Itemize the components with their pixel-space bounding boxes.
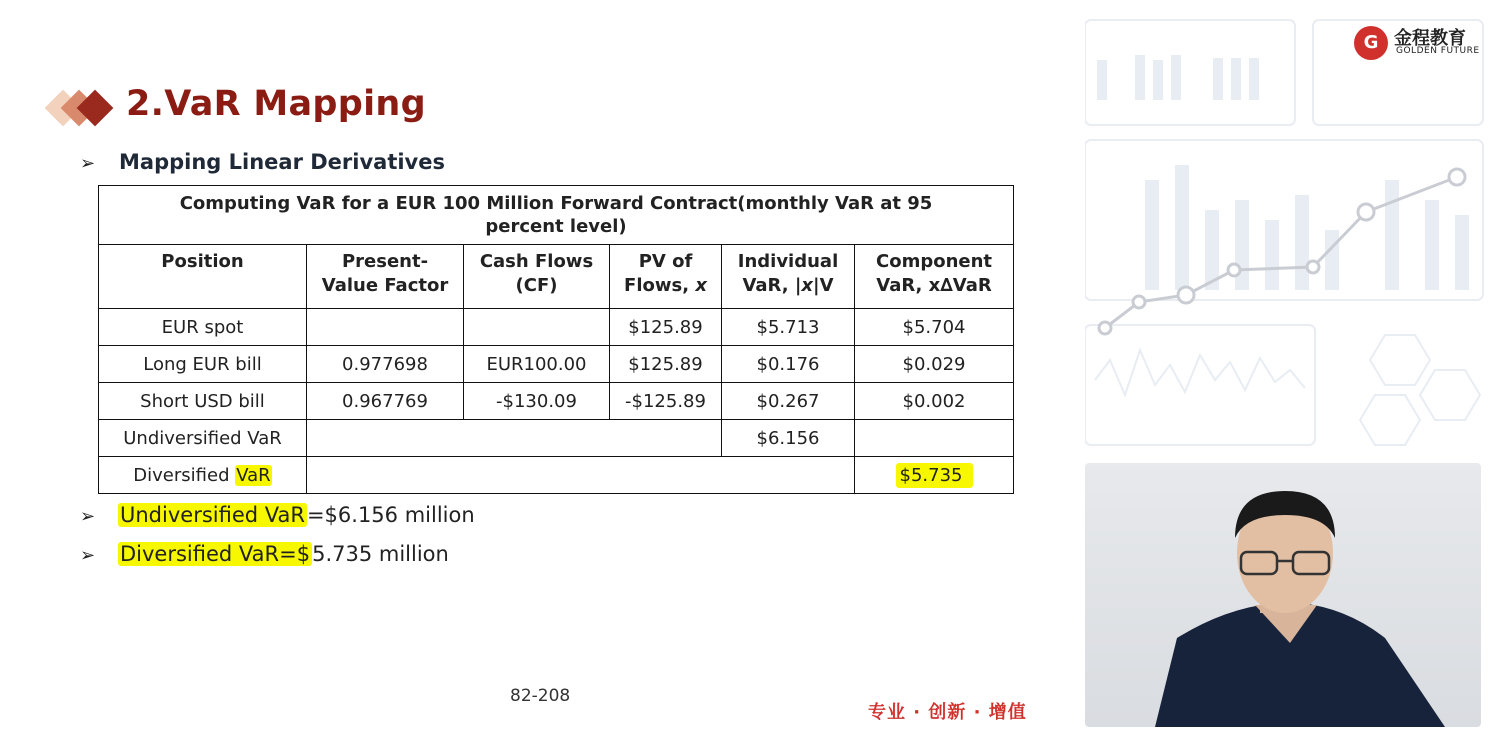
table-caption: Computing VaR for a EUR 100 Million Forward Contract(monthly VaR at 95 percent level) [99, 186, 1014, 245]
cell-empty [855, 420, 1014, 457]
cell-individual-var: $0.176 [722, 346, 855, 383]
cell-pvf [307, 309, 464, 346]
cell-component-var: $5.704 [855, 309, 1014, 346]
cell-position: Short USD bill [99, 383, 307, 420]
cell-diversified-value: $5.735 [855, 457, 1014, 494]
presenter-video [1085, 463, 1481, 727]
arrow-bullet-icon: ➢ [80, 545, 96, 566]
arrow-bullet-icon: ➢ [80, 153, 96, 174]
slide-title: 2.VaR Mapping [126, 84, 426, 124]
table-row [99, 383, 1014, 420]
table-row-diversified [99, 457, 1014, 494]
title-diamond-icon [44, 86, 120, 130]
logo-text-cn: 金程教育 [1394, 28, 1466, 49]
cell-undiversified-value: $6.156 [722, 420, 855, 457]
cell-cf [464, 309, 610, 346]
header-cash-flows: Cash Flows (CF) [464, 245, 610, 309]
cell-pv: $125.89 [610, 309, 722, 346]
cell-undiversified-label: Undiversified VaR [99, 420, 307, 457]
cell-individual-var: $0.267 [722, 383, 855, 420]
cell-pvf: 0.967769 [307, 383, 464, 420]
cell-component-var: $0.029 [855, 346, 1014, 383]
page-number: 82-208 [510, 686, 571, 706]
cell-pvf: 0.977698 [307, 346, 464, 383]
cell-cf: -$130.09 [464, 383, 610, 420]
cell-empty-span [307, 420, 722, 457]
table-row-undiversified [99, 420, 1014, 457]
golden-future-logo [1354, 22, 1484, 64]
header-present-value-factor: Present- Value Factor [307, 245, 464, 309]
slide-subtitle: Mapping Linear Derivatives [119, 150, 445, 174]
cell-individual-var: $5.713 [722, 309, 855, 346]
bullet-undiversified: Undiversified VaR=$6.156 million [120, 503, 475, 527]
header-individual-var: Individual VaR, |x|V [722, 245, 855, 309]
cell-pv: $125.89 [610, 346, 722, 383]
slogan: 专业 · 创新 · 增值 [868, 702, 1027, 723]
cell-empty-span [307, 457, 855, 494]
bullet-diversified: Diversified VaR=$5.735 million [120, 542, 449, 566]
header-component-var: Component VaR, x∆VaR [855, 245, 1014, 309]
cell-pv: -$125.89 [610, 383, 722, 420]
cell-position: EUR spot [99, 309, 307, 346]
cell-cf: EUR100.00 [464, 346, 610, 383]
logo-text-en: GOLDEN FUTURE [1396, 46, 1480, 56]
table-row [99, 346, 1014, 383]
table-row [99, 309, 1014, 346]
cell-component-var: $0.002 [855, 383, 1014, 420]
cell-position: Long EUR bill [99, 346, 307, 383]
var-table [98, 185, 1014, 494]
header-position: Position [99, 245, 307, 309]
header-pv-of-flows: PV of Flows, x [610, 245, 722, 309]
arrow-bullet-icon: ➢ [80, 506, 96, 527]
logo-mark-icon: G [1354, 26, 1388, 60]
cell-diversified-label: Diversified VaR [99, 457, 307, 494]
decorative-infographic [1085, 0, 1485, 460]
